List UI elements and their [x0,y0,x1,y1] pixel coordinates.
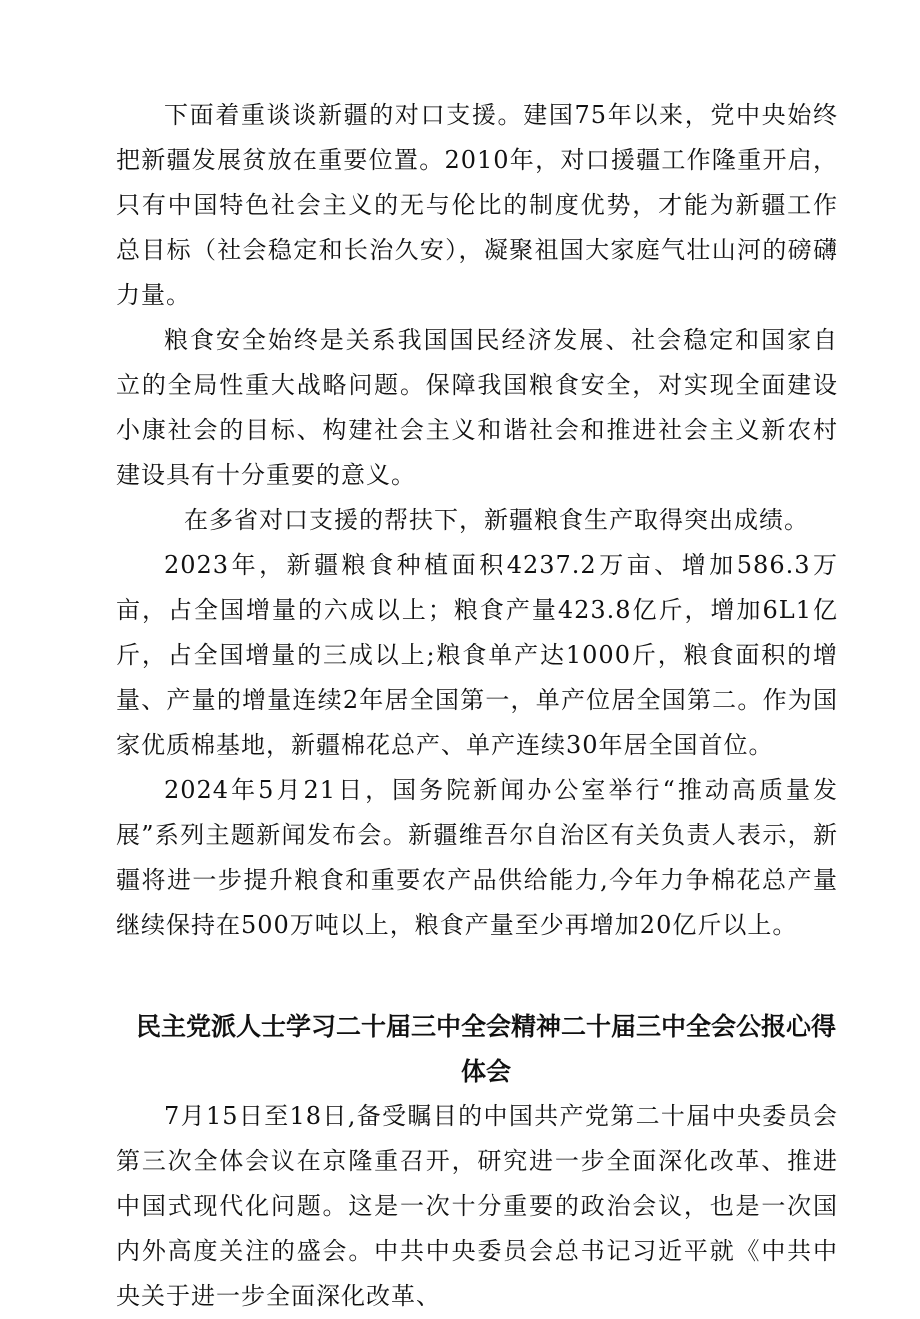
paragraph-xinjiang-aid: 下面着重谈谈新疆的对口支援。建国75年以来，党中央始终把新疆发展贫放在重要位置。2010年，对口援疆工作隆重开启，只有中国特色社会主义的无与伦比的制度优势，才能为新疆工作总目标（社会稳定和长治久安），凝聚祖国大家庭气壮山河的磅礴力量。 [116,101,838,309]
paragraph-plenary-session: 7月15日至18日,备受瞩目的中国共产党第二十届中央委员会第三次全体会议在京隆重召开，研究进一步全面深化改革、推进中国式现代化问题。这是一次十分重要的政治会议，也是一次国内外高度关注的盛会。中共中央委员会总书记习近平就《中共中央关于进一步全面深化改革、 [116,1102,838,1310]
article-title [116,1004,838,1094]
article-title-line-2: 体会 [460,1057,511,1086]
article-title-line-1: 民主党派人士学习二十届三中全会精神二十届三中全会公报心得 [135,1012,836,1041]
document-body [116,93,838,1319]
paragraph-food-security: 粮食安全始终是关系我国国民经济发展、社会稳定和国家自立的全局性重大战略问题。保障我国粮食安全，对实现全面建设小康社会的目标、构建社会主义和谐社会和推进社会主义新农村建设具有十分重要的意义。 [116,326,838,489]
paragraph-2023-statistics: 2023年，新疆粮食种植面积4237.2万亩、增加586.3万亩，占全国增量的六成以上；粮食产量423.8亿斤，增加6L1亿斤，占全国增量的三成以上;粮食单产达1000斤，粮食面积的增量、产量的增量连续2年居全国第一，单产位居全国第二。作为国家优质棉基地，新疆棉花总产、单产连续30年居全国首位。 [116,551,838,759]
paragraph-2024-press-conference: 2024年5月21日，国务院新闻办公室举行“推动高质量发展”系列主题新闻发布会。新疆维吾尔自治区有关负责人表示，新疆将进一步提升粮食和重要农产品供给能力,今年力争棉花总产量继续保持在500万吨以上，粮食产量至少再增加20亿斤以上。 [116,776,838,939]
paragraph-grain-achievement: 在多省对口支援的帮扶下，新疆粮食生产取得突出成绩。 [184,506,809,534]
